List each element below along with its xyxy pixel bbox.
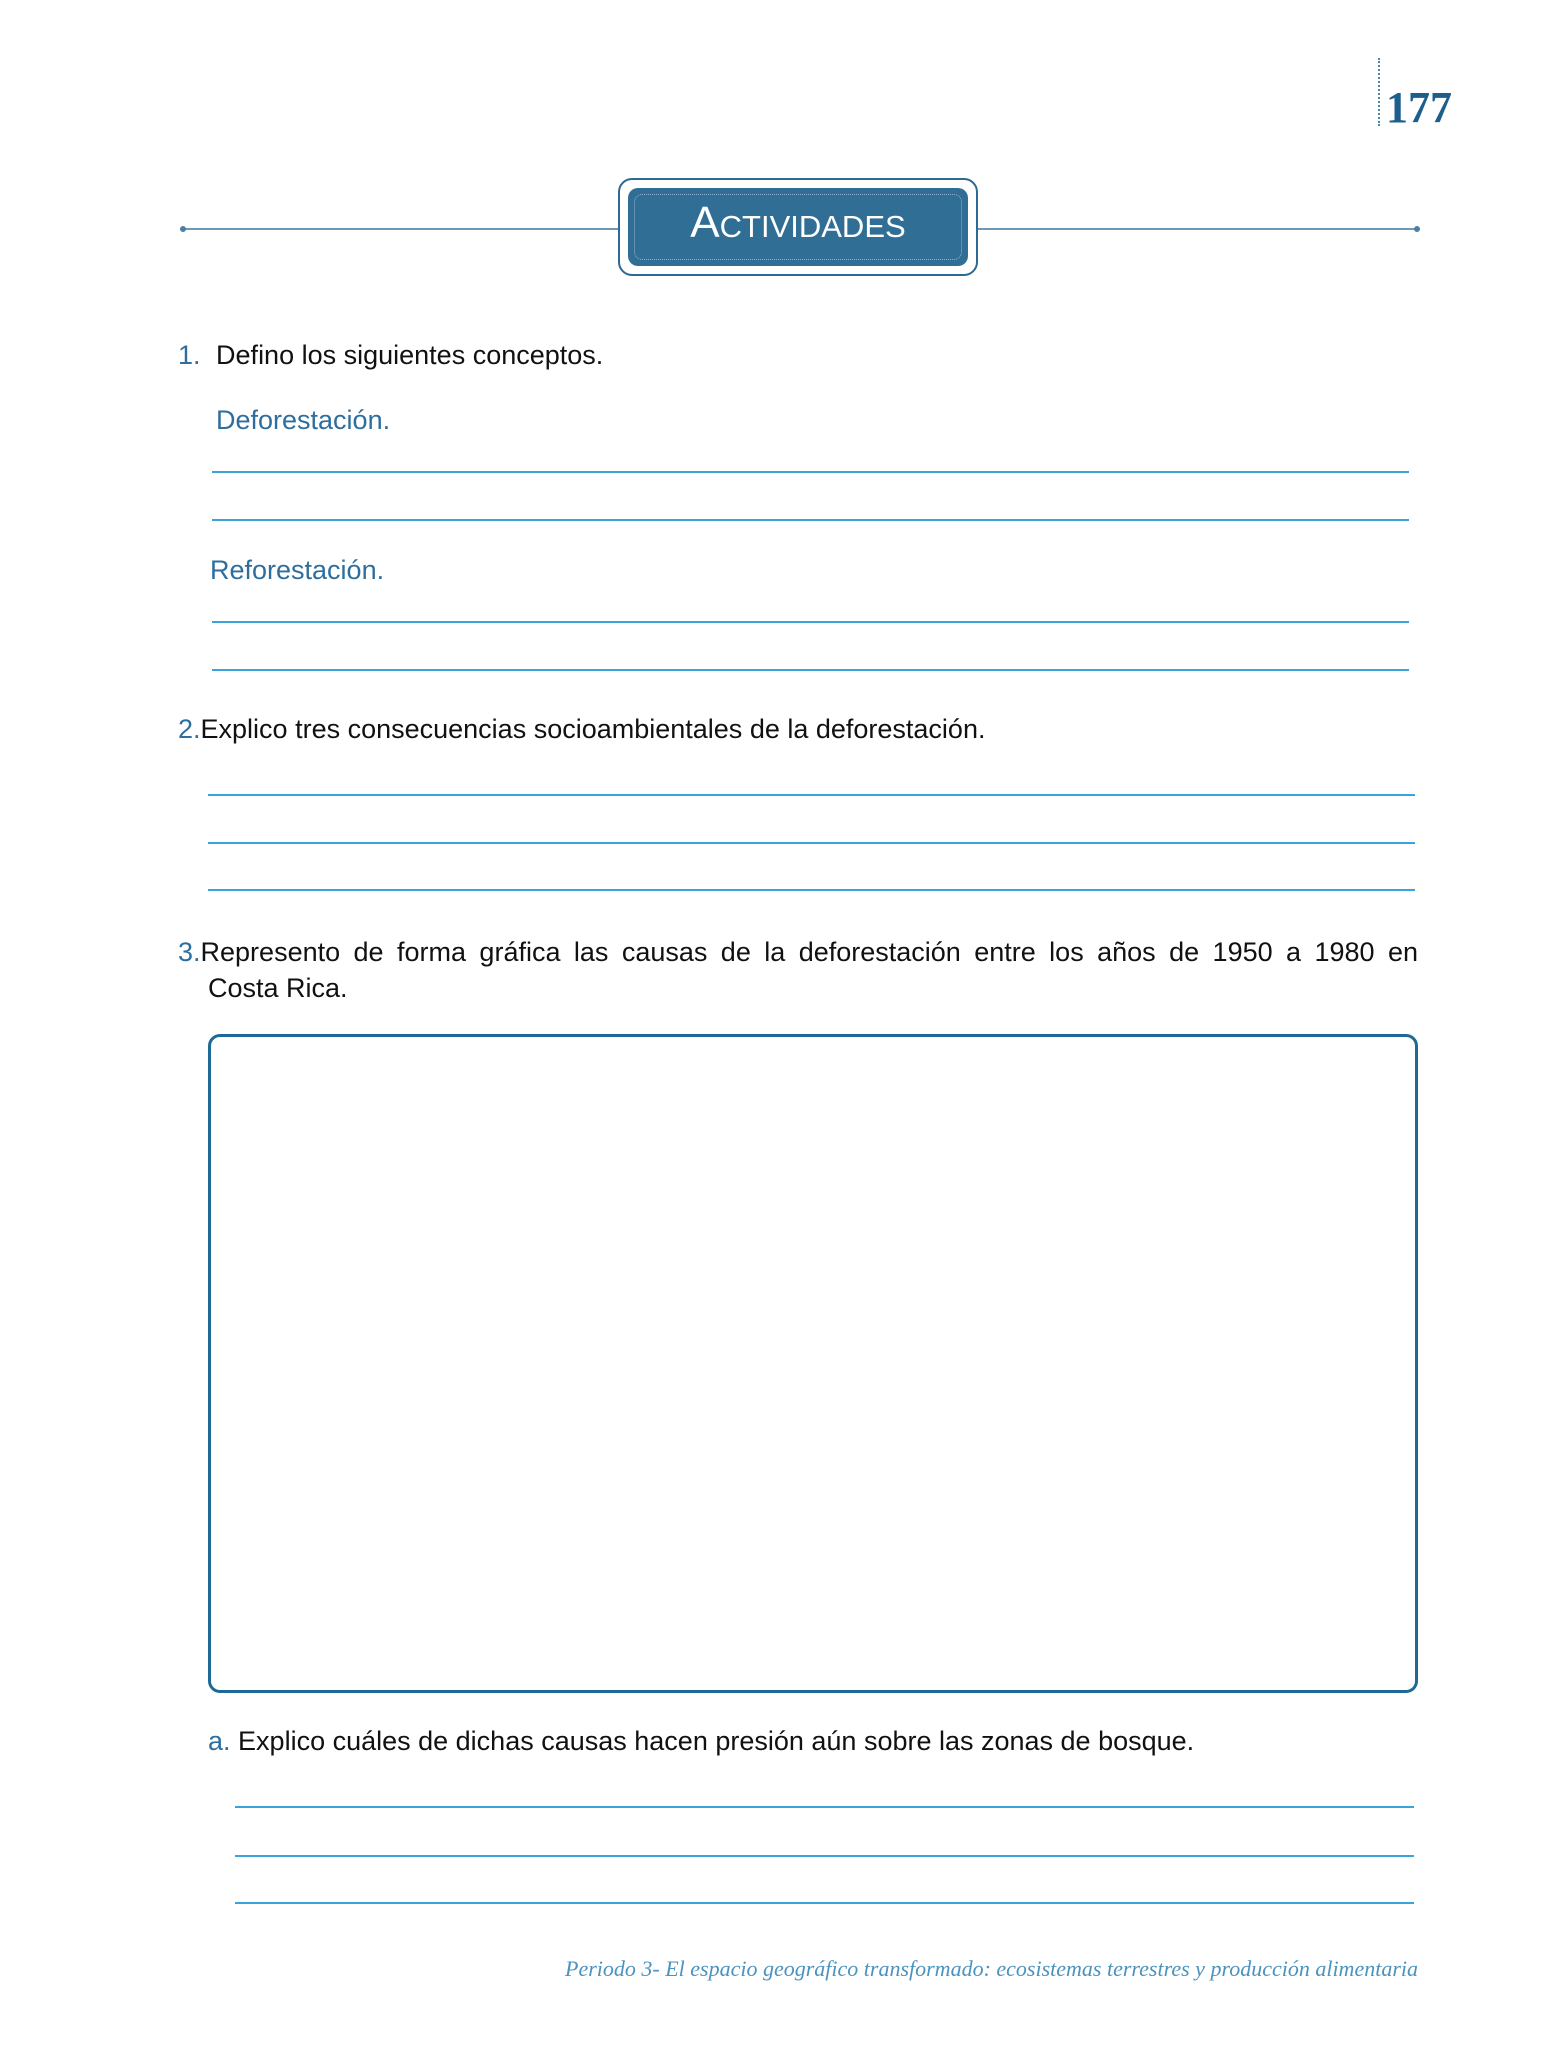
- subquestion-letter: a.: [208, 1726, 231, 1756]
- question-1: [178, 340, 603, 371]
- question-number: 3.: [178, 937, 201, 967]
- section-title: Actividades: [690, 198, 906, 247]
- drawing-area[interactable]: [208, 1034, 1418, 1693]
- question-text-line1: Represento de forma gráfica las causas de la deforestación entre los años de 1950 a 1980 en: [200, 937, 1418, 967]
- question-3a: [208, 1726, 1194, 1757]
- page-number: 177: [1386, 83, 1452, 132]
- answer-line[interactable]: [208, 842, 1415, 844]
- section-badge: [618, 178, 978, 276]
- header-rule-dot-left: [180, 226, 186, 232]
- answer-line[interactable]: [212, 519, 1409, 521]
- question-text-line2: Costa Rica.: [208, 973, 348, 1003]
- answer-line[interactable]: [212, 471, 1409, 473]
- answer-line[interactable]: [235, 1902, 1414, 1904]
- subquestion-text: Explico cuáles de dichas causas hacen presión aún sobre las zonas de bosque.: [238, 1726, 1195, 1756]
- answer-line[interactable]: [212, 669, 1409, 671]
- question-3: [178, 937, 1418, 968]
- answer-line[interactable]: [235, 1855, 1414, 1857]
- question-number: 1.: [178, 340, 201, 370]
- answer-line[interactable]: [208, 889, 1415, 891]
- question-text: Defino los siguientes conceptos.: [216, 340, 604, 370]
- question-text: Explico tres consecuencias socioambientales de la deforestación.: [200, 714, 986, 744]
- answer-line[interactable]: [212, 621, 1409, 623]
- page-number-divider: [1378, 58, 1380, 126]
- answer-line[interactable]: [208, 794, 1415, 796]
- question-2: [178, 714, 985, 745]
- page-footer: Periodo 3- El espacio geográfico transformado: ecosistemas terrestres y producción alimentaria: [565, 1956, 1418, 1981]
- question-number: 2.: [178, 714, 201, 744]
- header-rule-dot-right: [1414, 226, 1420, 232]
- answer-line[interactable]: [235, 1806, 1414, 1808]
- concept-label-reforestacion: Reforestación.: [210, 555, 385, 585]
- concept-label-deforestacion: Deforestación.: [216, 405, 391, 435]
